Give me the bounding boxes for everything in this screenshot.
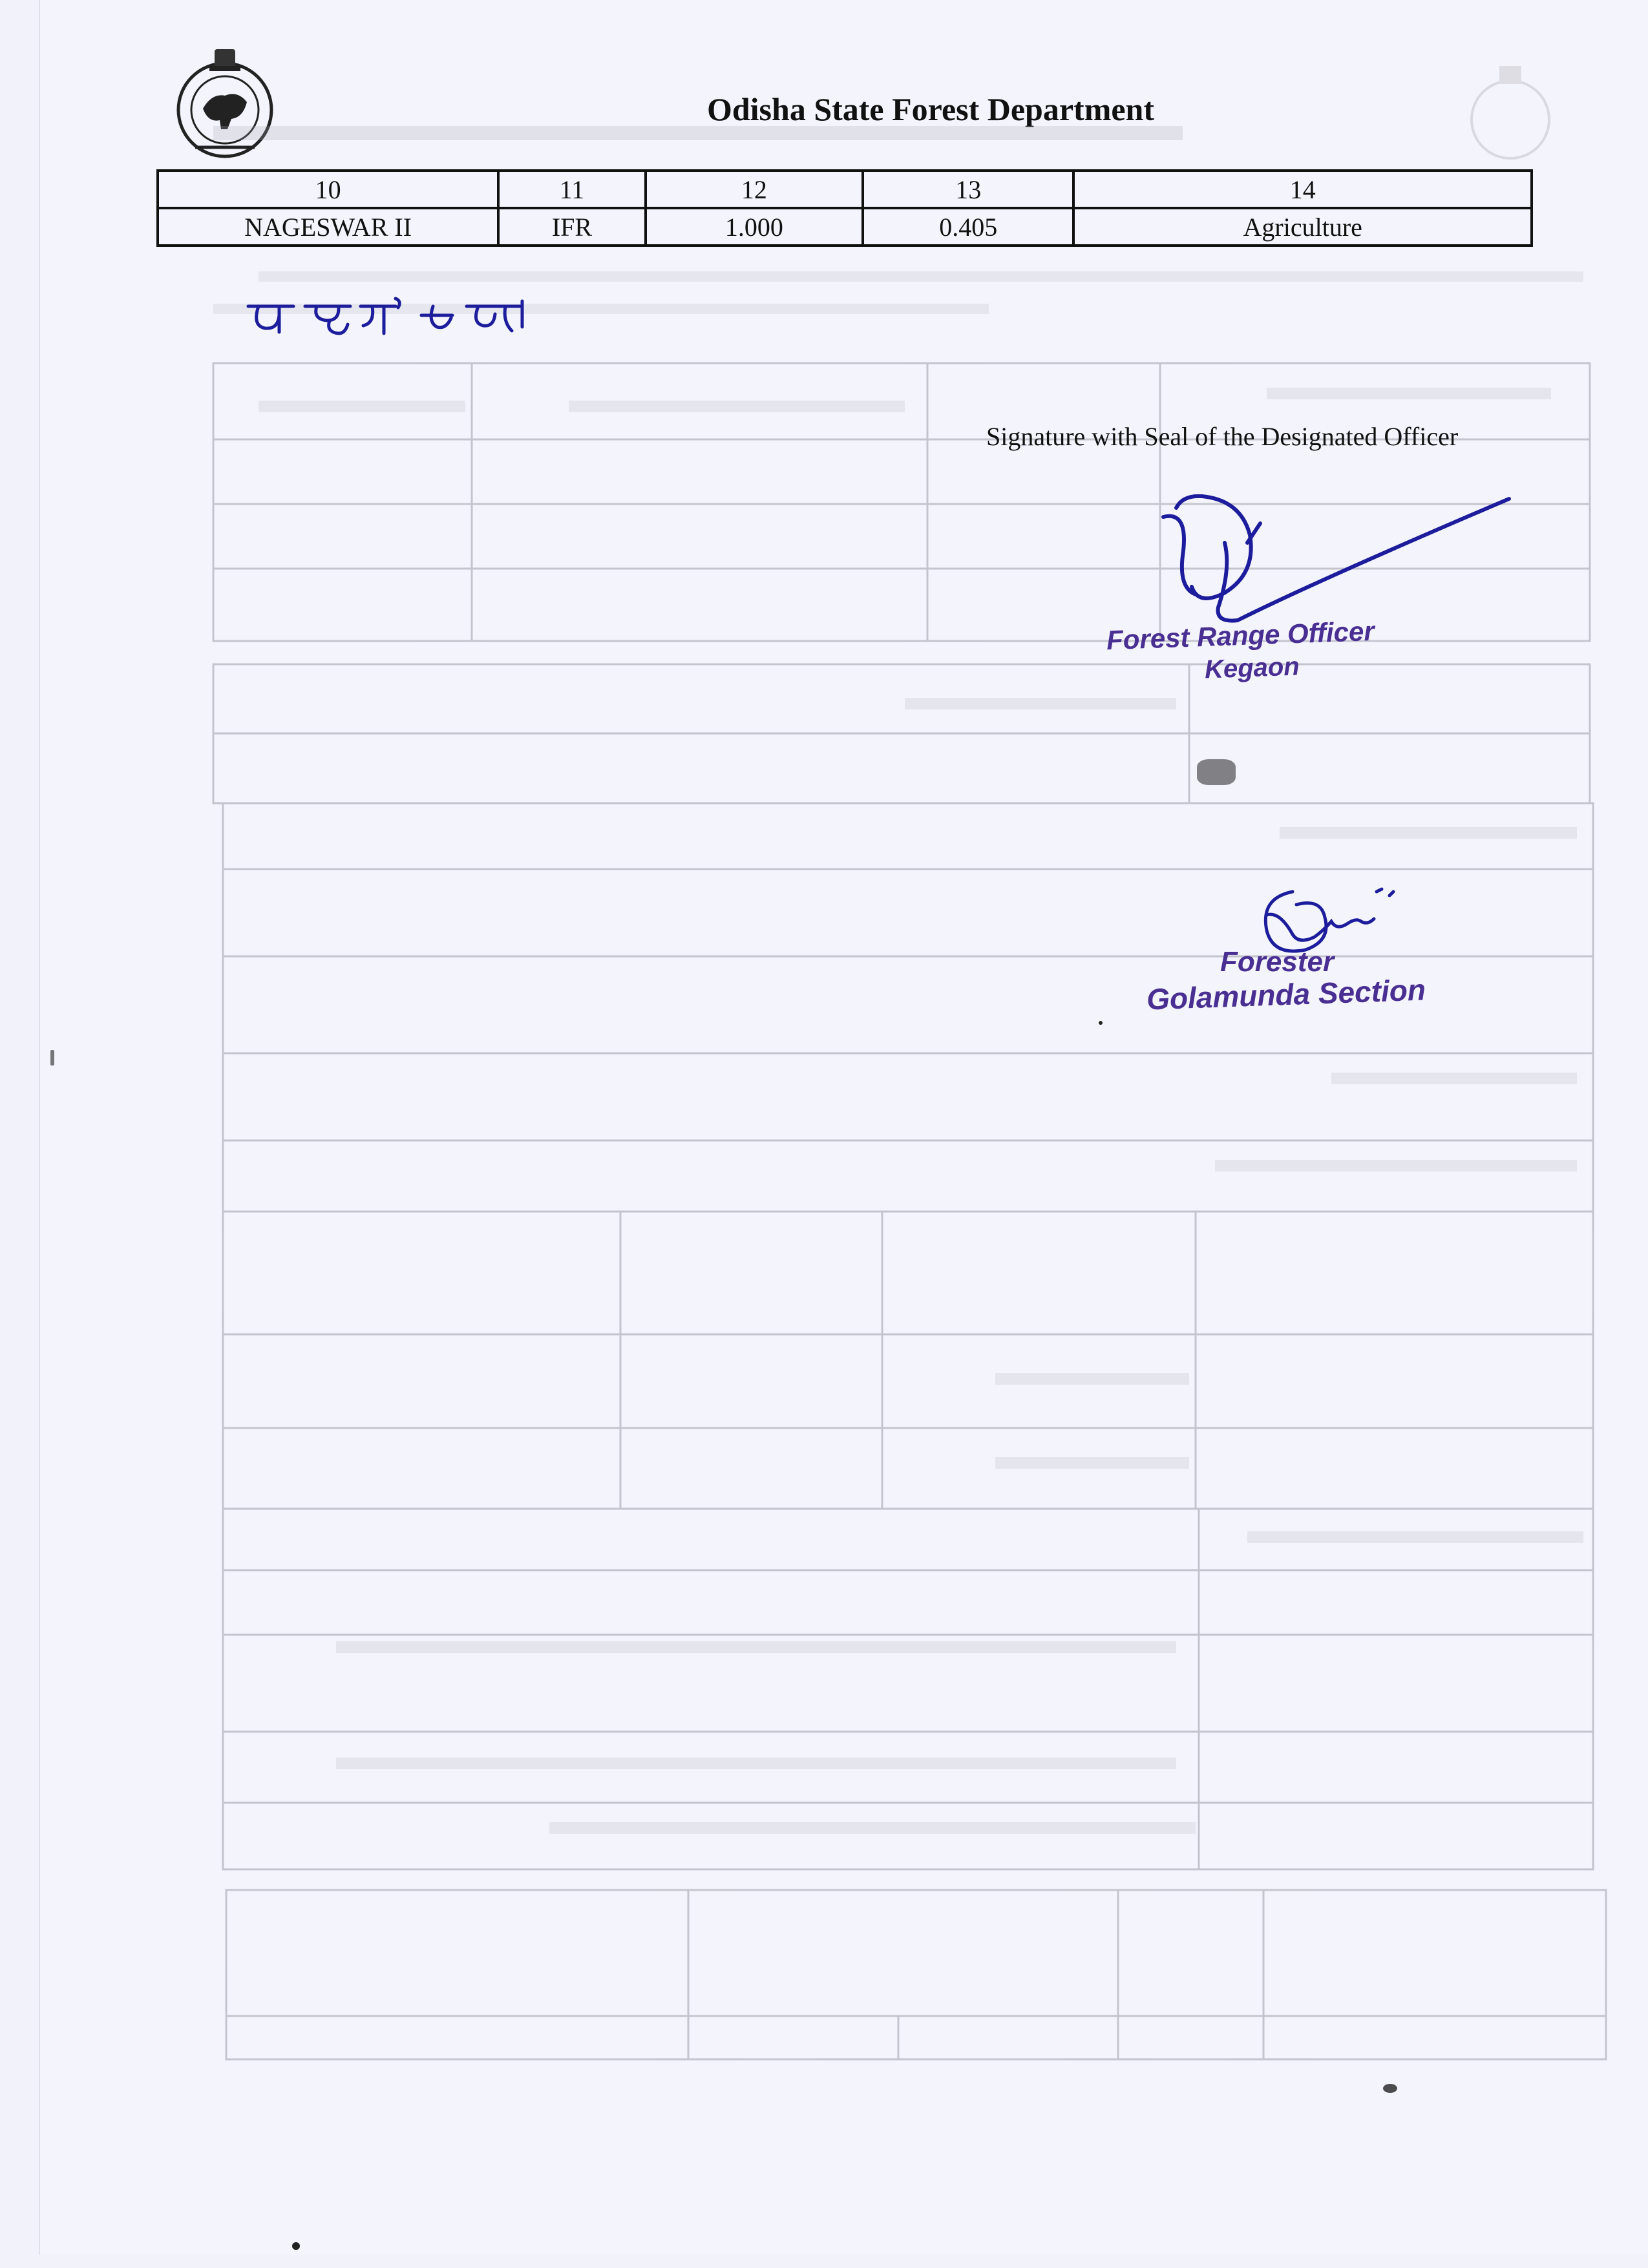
forester-stamp-title: Forester	[1220, 946, 1335, 978]
legal-status-cell: IFR	[498, 208, 646, 246]
signature-caption: Signature with Seal of the Designated Officer	[986, 422, 1459, 451]
area-hect-cell: 0.405	[863, 208, 1073, 246]
bleedthrough-text-line	[549, 1822, 1196, 1834]
bleedthrough-text-line	[259, 401, 465, 412]
bleedthrough-text-line	[336, 1758, 1176, 1769]
nature-of-rights-cell: Agriculture	[1073, 208, 1532, 246]
scan-artefact	[292, 2242, 300, 2250]
table-row	[158, 208, 1532, 246]
column-header: 11	[498, 171, 646, 208]
bleedthrough-text-line	[995, 1457, 1189, 1469]
bleedthrough-text-line	[336, 1641, 1176, 1653]
bleedthrough-text-line	[995, 1373, 1189, 1385]
bleedthrough-text-line	[569, 401, 905, 412]
scan-artefact	[1197, 759, 1236, 785]
range-officer-signature	[1150, 485, 1525, 633]
column-header: 12	[646, 171, 863, 208]
range-officer-stamp-place: Kegaon	[1204, 652, 1300, 684]
bleedthrough-text-line	[905, 698, 1176, 709]
forester-stamp-section: Golamunda Section	[1146, 972, 1426, 1016]
bleedthrough-text-line	[1280, 827, 1577, 839]
forest-name-cell: NAGESWAR II	[158, 208, 498, 246]
page-title: Odisha State Forest Department	[706, 91, 1155, 127]
range-officer-stamp-title: Forest Range Officer	[1106, 615, 1375, 656]
handwritten-note	[246, 292, 543, 344]
scan-artefact	[1099, 1021, 1103, 1025]
bleedthrough-text-line	[1267, 388, 1551, 399]
column-header: 14	[1073, 171, 1532, 208]
scan-artefact	[1383, 2084, 1397, 2093]
bleedthrough-text-line	[1331, 1073, 1577, 1084]
plot-details-table	[156, 169, 1533, 247]
column-header: 10	[158, 171, 498, 208]
area-acres-cell: 1.000	[646, 208, 863, 246]
column-header: 13	[863, 171, 1073, 208]
bleedthrough-text-line	[1247, 1531, 1583, 1543]
bleedthrough-text-line	[1215, 1160, 1577, 1171]
scan-artefact	[50, 1050, 54, 1066]
table-header-row	[158, 171, 1532, 208]
